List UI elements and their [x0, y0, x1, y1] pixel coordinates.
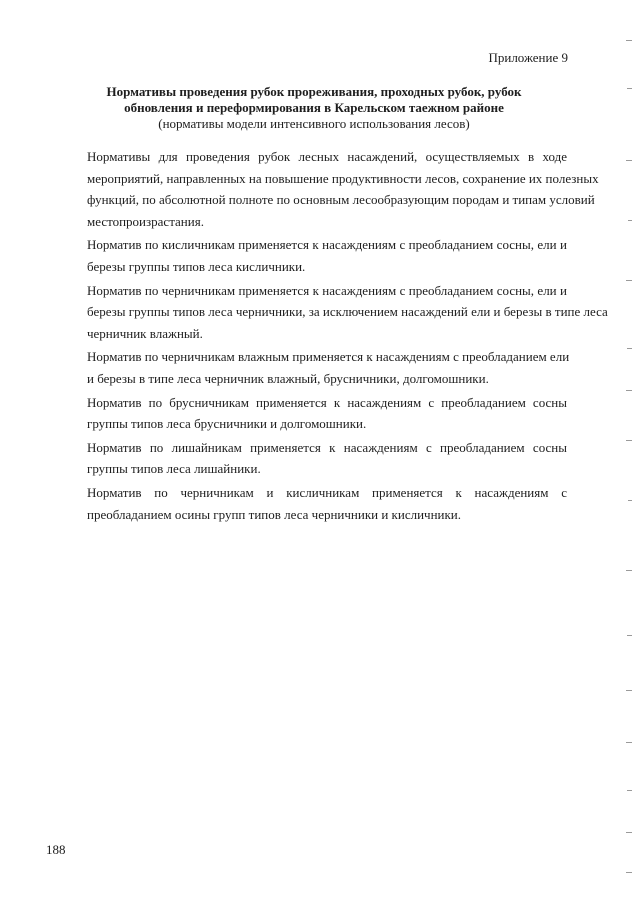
- scan-mark: [628, 220, 632, 221]
- paragraph-line: местопроизрастания.: [87, 213, 204, 229]
- paragraph-line: Норматив по черничникам применяется к насаждениям с преобладанием сосны, ели и: [87, 282, 567, 298]
- title-line-2: обновления и переформирования в Карельском таежном районе: [124, 100, 504, 115]
- scan-mark: [628, 500, 632, 501]
- paragraph-line: Норматив по брусничникам применяется к насаждениям с преобладанием сосны: [87, 394, 567, 410]
- paragraph-kislichniki: [47, 234, 567, 277]
- page-number: 188: [46, 842, 66, 857]
- paragraph-line: группы типов леса брусничники и долгомошники.: [87, 416, 367, 432]
- paragraph-line: Нормативы для проведения рубок лесных насаждений, осуществляемых в ходе: [87, 149, 567, 164]
- scan-mark: [626, 40, 632, 41]
- scan-mark: [626, 390, 632, 391]
- scan-mark: [626, 160, 632, 161]
- scan-mark: [626, 280, 632, 281]
- scan-mark: [626, 570, 632, 571]
- paragraph-line: преобладанием осины групп типов леса черничники и кисличники.: [87, 506, 462, 522]
- paragraph-line: и березы в типе леса черничник влажный, брусничники, долгомошники.: [87, 370, 489, 386]
- paragraph-line: березы группы типов леса черничники, за исключением насаждений ели и березы в типе леса: [87, 304, 608, 320]
- paragraph-brusnichniki: [47, 392, 567, 435]
- scan-mark: [627, 348, 632, 349]
- document-title: [48, 84, 580, 132]
- paragraph-line: березы группы типов леса кисличники.: [87, 258, 306, 274]
- paragraph-line: черничник влажный.: [87, 325, 203, 341]
- paragraph-chernichniki: [47, 280, 608, 345]
- paragraph-lishainiki: [47, 437, 567, 480]
- document-subtitle: (нормативы модели интенсивного использования лесов): [158, 116, 470, 131]
- paragraph-intro: [47, 146, 599, 232]
- title-line-1: Нормативы проведения рубок прореживания, проходных рубок, рубок: [106, 84, 522, 99]
- document-body: [47, 146, 608, 527]
- scan-mark: [627, 635, 632, 636]
- paragraph-osina: [47, 482, 567, 525]
- scan-mark: [626, 690, 632, 691]
- paragraph-line: Норматив по кисличникам применяется к насаждениям с преобладанием сосны, ели и: [87, 237, 567, 253]
- scan-mark: [626, 832, 632, 833]
- paragraph-chernichniki-vlazhnye: [47, 346, 570, 389]
- paragraph-line: функций, по абсолютной полноте по основным лесообразующим породам и типам условий: [87, 192, 595, 208]
- scan-mark: [626, 742, 632, 743]
- scan-mark: [627, 88, 632, 89]
- paragraph-line: Норматив по лишайникам применяется к насаждениям с преобладанием сосны: [87, 439, 567, 455]
- paragraph-line: Норматив по черничникам и кисличникам применяется к насаждениям с: [87, 484, 567, 500]
- scan-edge-marks: [618, 30, 632, 890]
- paragraph-line: мероприятий, направленных на повышение продуктивности лесов, сохранение их полезных: [87, 170, 599, 186]
- appendix-label: Приложение 9: [488, 50, 568, 65]
- scan-mark: [626, 872, 632, 873]
- paragraph-line: Норматив по черничникам влажным применяется к насаждениям с преобладанием ели: [87, 349, 570, 365]
- scan-mark: [627, 790, 632, 791]
- scan-mark: [626, 440, 632, 441]
- paragraph-line: группы типов леса лишайники.: [87, 461, 261, 477]
